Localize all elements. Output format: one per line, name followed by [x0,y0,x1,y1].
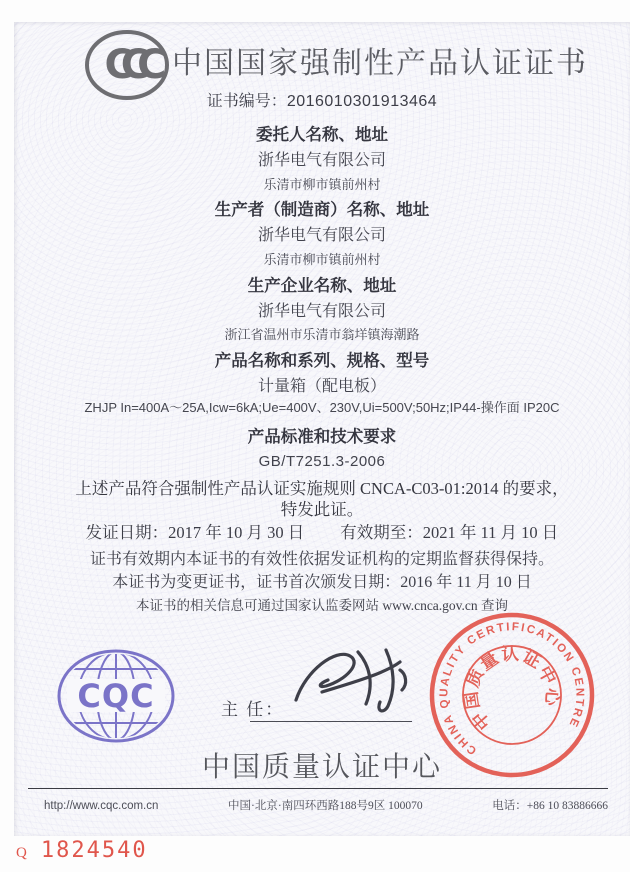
signature-underline [250,721,412,722]
manufacturer-heading: 生产者（制造商）名称、地址 [214,200,430,219]
serial-number [16,838,148,863]
issue-date-label: 发证日期： [85,523,169,542]
manufacturer-name: 浙华电气有限公司 [257,227,386,244]
certificate-number-value: 2016010301913464 [286,93,438,110]
validity-note: 证书有效期内本证书的有效性依据发证机构的定期监督获得保持。 [89,551,554,568]
applicant-heading: 委托人名称、地址 [256,125,388,144]
cqc-logo-icon [56,648,176,744]
factory-name: 浙华电气有限公司 [257,303,386,320]
director-label: 主 任： [221,700,285,719]
director-signature [288,640,428,720]
footer-phone: 电话：+86 10 83886666 [492,800,608,812]
standard-heading: 产品标准和技术要求 [247,427,397,446]
standard-value: GB/T7251.3-2006 [258,453,386,470]
footer-divider [28,788,608,789]
footer-website: http://www.cqc.com.cn [44,800,159,812]
product-model: ZHJP In=400A～25A,Icw=6kA;Ue=400V、230V,Ui=500V;50Hz;IP44-操作面 IP20C [84,400,560,415]
factory-heading: 生产企业名称、地址 [247,276,397,295]
certificate-number-label: 证书编号： [206,93,287,110]
footer-address: 中国·北京·南四环西路188号9区 100070 [228,800,423,812]
certificate-title: 中国国家强制性产品认证证书 [172,47,588,80]
valid-date-value: 2021 年 11 月 10 日 [422,523,559,542]
applicant-name: 浙华电气有限公司 [257,152,386,169]
issue-date-value: 2017 年 10 月 30 日 [168,523,305,542]
valid-date-label: 有效期至： [340,523,423,542]
product-name: 计量箱（配电板） [257,378,386,395]
svg-text:中国质量认证中心: 中国质量认证中心 [460,643,563,734]
svg-text:CCC: CCC [104,42,154,88]
serial-digits: 1824540 [40,838,148,863]
certificate-number-line [14,93,630,111]
svg-text:CHINA QUALITY CERTIFICATION CE: CHINA QUALITY CERTIFICATION CENTRE [438,621,586,757]
footer [44,797,608,813]
applicant-address: 乐清市柳市镇前州村 [263,177,381,192]
change-note: 本证书为变更证书，证书首次颁发日期：2016 年 11 月 10 日 [112,574,532,591]
serial-prefix: Q [16,845,27,861]
dates-line [14,524,630,543]
statement-line-1: 上述产品符合强制性产品认证实施规则 CNCA-C03-01:2014 的要求， [75,479,569,498]
manufacturer-address: 乐清市柳市镇前州村 [263,252,381,267]
statement-line-2: 特发此证。 [280,500,364,519]
organization-name: 中国质量认证中心 [201,752,442,783]
lookup-note: 本证书的相关信息可通过国家认监委网站 www.cnca.gov.cn 查询 [135,598,509,613]
product-heading: 产品名称和系列、规格、型号 [214,351,430,370]
factory-address: 浙江省温州市乐清市翁垟镇海潮路 [224,327,420,342]
svg-text:CQC: CQC [77,677,155,715]
